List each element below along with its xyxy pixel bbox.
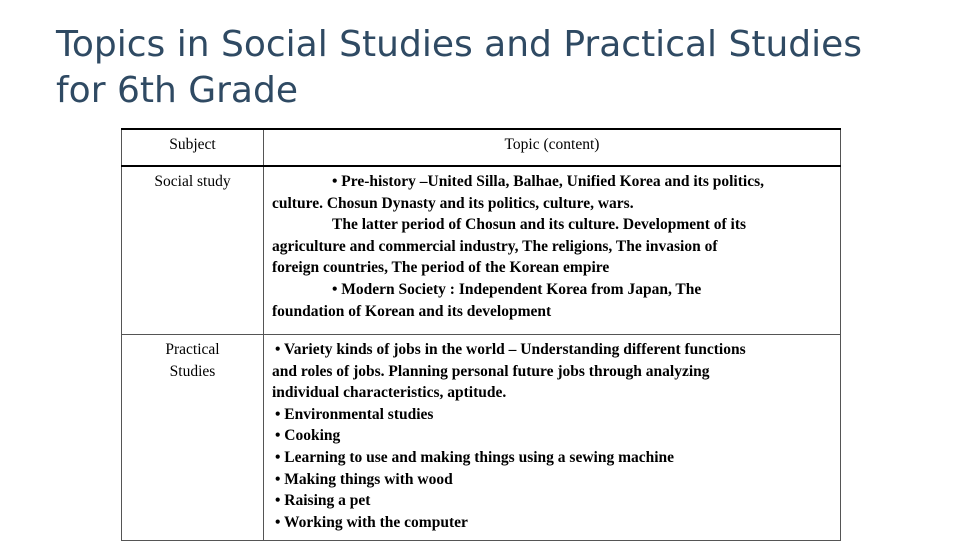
topic-line: • Working with the computer [275, 513, 468, 531]
subject-cell-practical-studies [122, 335, 264, 541]
subject-cell-social-study [122, 166, 264, 335]
topic-line: • Variety kinds of jobs in the world – Understanding different functions [275, 341, 746, 358]
topic-line: • Cooking [275, 427, 341, 445]
slide-title [56, 22, 936, 114]
topic-line: foundation of Korean and its development [272, 302, 552, 320]
topic-line: individual characteristics, aptitude. [272, 384, 507, 402]
header-subject: Subject [122, 129, 264, 166]
slide-title-line-1: Topics in Social Studies and Practical Studies [56, 24, 863, 65]
table-row-practical-studies [122, 335, 841, 541]
topics-table [121, 128, 841, 541]
topic-cell-social-study [264, 166, 841, 335]
topic-line: foreign countries, The period of the Korean empire [272, 259, 610, 277]
topic-line: The latter period of Chosun and its culture. Development of its [332, 216, 747, 234]
topic-line: • Learning to use and making things using a sewing machine [275, 448, 675, 466]
topic-line: agriculture and commercial industry, The religions, The invasion of [272, 237, 718, 255]
subject-social-study: Social study [154, 173, 231, 190]
table-header-row [122, 129, 841, 166]
slide-title-line-2: for 6th Grade [56, 70, 298, 111]
topic-cell-practical-studies [264, 335, 841, 541]
table-row-social-study [122, 166, 841, 335]
topic-line: culture. Chosun Dynasty and its politics, culture, wars. [272, 194, 634, 212]
topic-line: • Making things with wood [275, 470, 453, 488]
topic-line: • Modern Society : Independent Korea from Japan, The [332, 280, 702, 298]
topic-line: • Pre-history –United Silla, Balhae, Unified Korea and its politics, [332, 173, 764, 190]
header-topic: Topic (content) [264, 129, 841, 166]
topic-line: • Environmental studies [275, 405, 434, 423]
subject-practical-line-1: Practical [165, 341, 220, 358]
topic-line: and roles of jobs. Planning personal future jobs through analyzing [272, 362, 710, 380]
topic-line: • Raising a pet [275, 492, 371, 510]
subject-practical-line-2: Studies [169, 362, 216, 380]
